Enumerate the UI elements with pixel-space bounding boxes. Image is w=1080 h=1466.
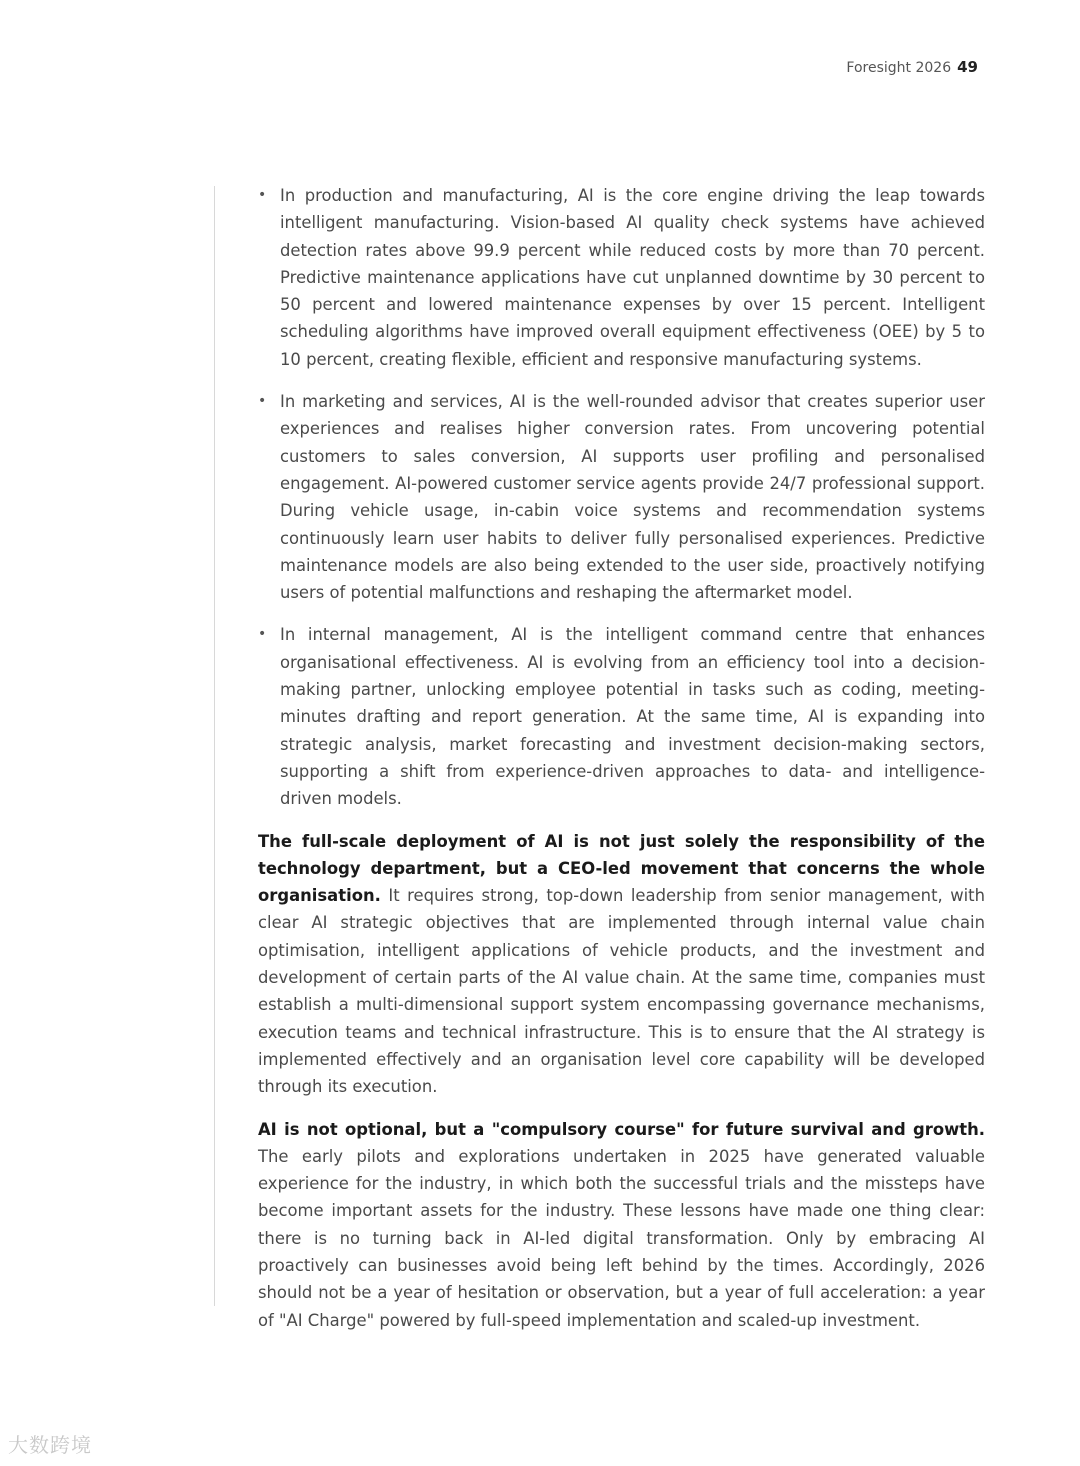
header-title: Foresight 2026	[846, 60, 952, 76]
bullet-text: In marketing and services, AI is the well-rounded advisor that creates superior user experiences and realises higher conversion rates. From uncovering potential customers to sales conversion, AI supports user profiling and personalised engagement. AI-powered customer service agents provide 24/7 professional support. During vehicle usage, in-cabin voice systems and recommendation systems continuously learn user habits to deliver fully personalised experiences. Predictive maintenance models are also being extended to the user side, proactively notifying users of potential malfunctions and reshaping the aftermarket model.	[280, 392, 985, 603]
paragraph-text: It requires strong, top-down leadership from senior management, with clear AI strategic objectives that are implemented through internal value chain optimisation, intelligent applications of vehicle products, and the investment and development of certain parts of the AI value chain. At the same time, companies must establish a multi-dimensional support system encompassing governance mechanisms, execution teams and technical infrastructure. This is to ensure that the AI strategy is implemented effectively and an organisation level core capability will be developed through its execution.	[258, 886, 985, 1097]
bullet-dot: •	[258, 626, 267, 643]
body-content	[258, 182, 985, 1334]
paragraph-lead: AI is not optional, but a "compulsory course" for future survival and growth.	[258, 1119, 985, 1139]
bullet-item	[258, 621, 985, 812]
running-header	[846, 58, 978, 76]
page-number: 49	[957, 58, 978, 76]
bullet-item	[258, 388, 985, 606]
bullet-dot: •	[258, 187, 267, 203]
paragraph-lead: The full-scale deployment of AI is not just solely the responsibility of the technology department, but a CEO-led movement that concerns the whole organisation.	[258, 831, 985, 906]
bullet-item	[258, 182, 985, 373]
bullet-text: In internal management, AI is the intelligent command centre that enhances organisational effectiveness. AI is evolving from an efficiency tool into a decision-making partner, unlocking employee potential in tasks such as coding, meeting-minutes drafting and report generation. At the same time, AI is expanding into strategic analysis, market forecasting and investment decision-making sectors, supporting a shift from experience-driven approaches to data- and intelligence-driven models.	[280, 625, 985, 809]
paragraph	[258, 828, 985, 1101]
paragraph	[258, 1116, 985, 1334]
watermark-logo: 大数跨境	[8, 1433, 92, 1457]
left-margin-rule	[214, 186, 215, 1306]
paragraph-text: The early pilots and explorations undertaken in 2025 have generated valuable experience for the industry, in which both the successful trials and the missteps have become important assets for the industry. These lessons have made one thing clear: there is no turning back in AI-led digital transformation. Only by embracing AI proactively can businesses avoid being left behind by the times. Accordingly, 2026 should not be a year of hesitation or observation, but a year of full acceleration: a year of "AI Charge" powered by full-speed implementation and scaled-up investment.	[258, 1146, 985, 1330]
bullet-dot: •	[258, 393, 267, 410]
bullet-text: In production and manufacturing, AI is the core engine driving the leap towards intelligent manufacturing. Vision-based AI quality check systems have achieved detection rates above 99.9 percent while reduced costs by more than 70 percent. Predictive maintenance applications have cut unplanned downtime by 30 percent to 50 percent and lowered maintenance expenses by over 15 percent. Intelligent scheduling algorithms have improved overall equipment effectiveness (OEE) by 5 to 10 percent, creating flexible, efficient and responsive manufacturing systems.	[280, 186, 985, 369]
